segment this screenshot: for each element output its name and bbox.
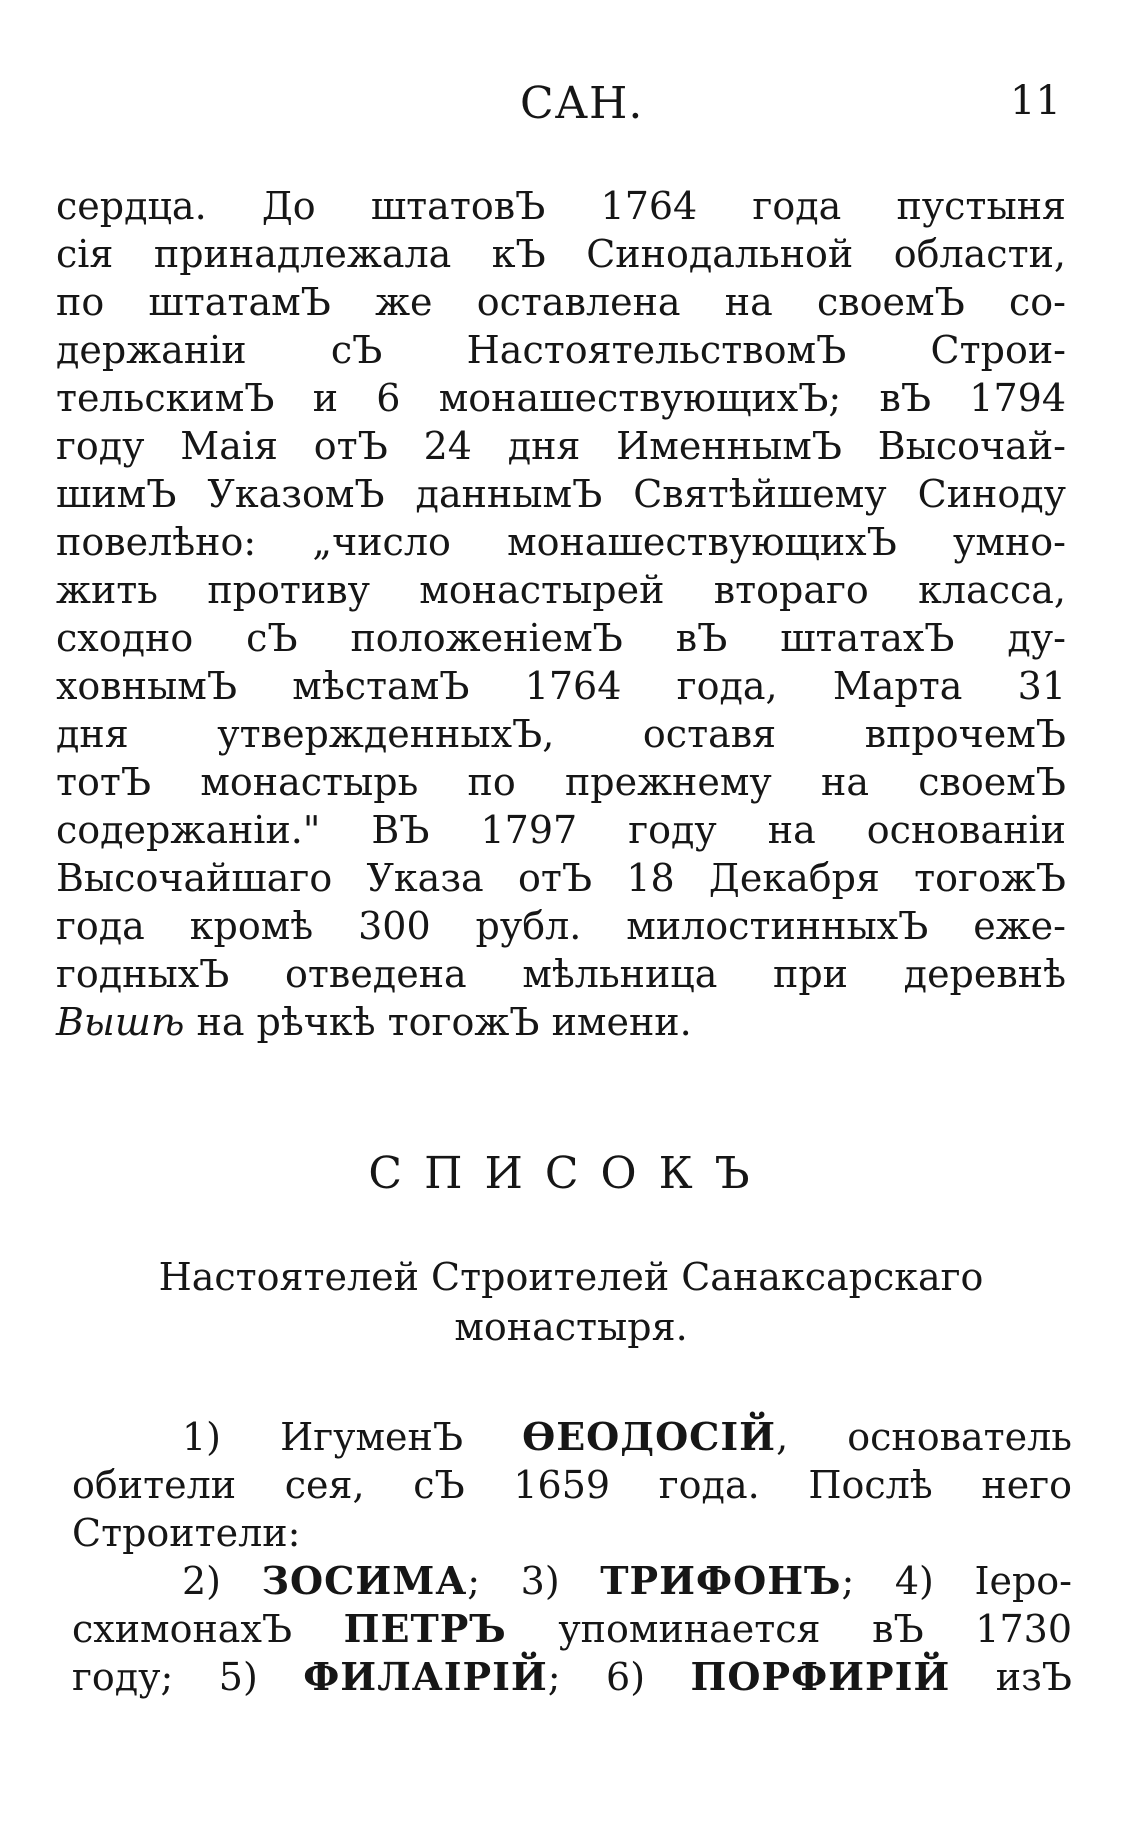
list-text: , основатель <box>776 1415 1072 1459</box>
text-line: держаніи сЪ НастоятельствомЪ Строи- <box>56 328 1066 372</box>
list-text: ; 3) <box>467 1559 601 1603</box>
text-line: тельскимЪ и 6 монашествующихЪ; вЪ 1794 <box>56 376 1066 420</box>
list-text: изЪ <box>950 1655 1072 1699</box>
person-name: ПЕТРЪ <box>343 1606 507 1651</box>
text-line: тотЪ монастырь по прежнему на своемЪ <box>56 760 1066 804</box>
list-line <box>72 1556 1072 1604</box>
running-head-title: САН. <box>520 78 644 129</box>
text-line: года кромѣ 300 рубл. милостинныхЪ еже- <box>56 904 1066 948</box>
list-text: ; 6) <box>547 1655 691 1699</box>
subtitle-line: монастыря. <box>454 1305 688 1349</box>
person-name: ЗОСИМА <box>261 1558 468 1603</box>
text-line: сія принадлежала кЪ Синодальной области, <box>56 232 1066 276</box>
list-line: обители сея, сЪ 1659 года. Послѣ него <box>72 1463 1072 1507</box>
text-line: шимЪ УказомЪ даннымЪ Святѣйшему Синоду <box>56 472 1066 516</box>
text-line: Высочайшаго Указа отЪ 18 Декабря тогожЪ <box>56 856 1066 900</box>
abbots-list <box>72 1412 1072 1700</box>
running-head <box>0 78 1140 138</box>
list-line <box>72 1604 1072 1652</box>
person-name: ФИЛАІРІЙ <box>303 1654 548 1699</box>
text-line: году Маія отЪ 24 дня ИменнымЪ Высочай- <box>56 424 1066 468</box>
text-line: сходно сЪ положеніемЪ вЪ штатахЪ ду- <box>56 616 1066 660</box>
text-line: ховнымЪ мѣстамЪ 1764 года, Марта 31 <box>56 664 1066 708</box>
subtitle-line: Настоятелей Строителей Санаксарскаго <box>158 1255 984 1299</box>
text-line: повелѣно: „число монашествующихЪ умно- <box>56 520 1066 564</box>
text-line: по штатамЪ же оставлена на своемЪ со- <box>56 280 1066 324</box>
list-text: 2) <box>182 1559 262 1603</box>
page-number: 11 <box>1010 78 1061 124</box>
person-name: ТРИФОНЪ <box>600 1558 842 1603</box>
section-subtitle <box>56 1252 1086 1352</box>
list-text: упоминается вЪ 1730 <box>506 1607 1072 1651</box>
text-line-rest: на рѣчкѣ тогожЪ имени. <box>184 1000 692 1044</box>
body-paragraph <box>56 182 1066 1046</box>
person-name: ПОРФИРІЙ <box>690 1654 951 1699</box>
text-line-last <box>56 998 1066 1046</box>
list-text: ; 4) Іеро- <box>841 1559 1072 1603</box>
list-text: схимонахЪ <box>72 1607 344 1651</box>
list-line <box>72 1652 1072 1700</box>
person-name: ѲЕОДОСІЙ <box>522 1414 777 1459</box>
text-line: содержаніи." ВЪ 1797 году на основаніи <box>56 808 1066 852</box>
text-line: жить противу монастырей втораго класса, <box>56 568 1066 612</box>
place-name-italic: Вышѣ <box>56 1000 185 1044</box>
text-line: сердца. До штатовЪ 1764 года пустыня <box>56 184 1066 228</box>
list-line <box>72 1412 1072 1460</box>
text-line: дня утвержденныхЪ, оставя впрочемЪ <box>56 712 1066 756</box>
list-line: Строители: <box>72 1511 301 1555</box>
text-line: годныхЪ отведена мѣльница при деревнѣ <box>56 952 1066 996</box>
section-heading: СПИСОКЪ <box>368 1148 772 1199</box>
list-text: году; 5) <box>72 1655 304 1699</box>
list-text: 1) ИгуменЪ <box>182 1415 523 1459</box>
